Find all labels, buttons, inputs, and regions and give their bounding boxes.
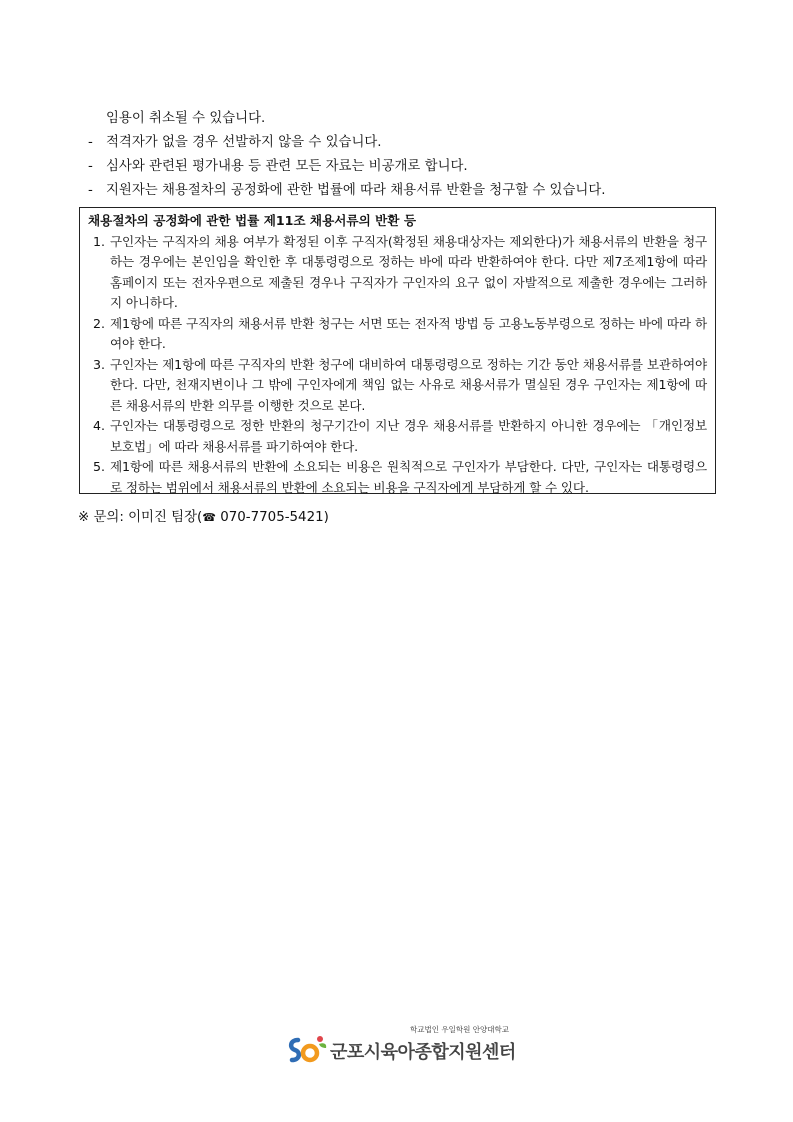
bullet-dash: - xyxy=(88,159,93,174)
continuation-line: 임용이 취소될 수 있습니다. xyxy=(106,111,266,126)
clause-text: 제1항에 따른 채용서류의 반환에 소요되는 비용은 원칙적으로 구인자가 부담한다. 다만, 구인자는 대통령령으로 정하는 범위에서 채용서류의 반환에 소요되는 비용을 구직자에게 부담하게 할 수 있다. xyxy=(110,459,707,495)
clause-number: 3. xyxy=(93,356,106,372)
gunpo-childcare-logo-icon xyxy=(286,1034,330,1066)
clause-number: 2. xyxy=(93,315,106,331)
law-box-title: 채용절차의 공정화에 관한 법률 제11조 채용서류의 반환 등 xyxy=(88,213,417,228)
contact-prefix: ※ 문의: 이미진 팀장( xyxy=(78,510,203,525)
note-text: 지원자는 채용절차의 공정화에 관한 법률에 따라 채용서류 반환을 청구할 수 있습니다. xyxy=(106,183,606,198)
law-clause xyxy=(88,355,707,417)
clause-text: 구인자는 구직자의 채용 여부가 확정된 이후 구직자(확정된 채용대상자는 제외한다)가 채용서류의 반환을 청구하는 경우에는 본인임을 확인한 후 대통령령으로 정하는 바에 따라 반환하여야 한다. 다만 제7조제1항에 따라 홈페이지 또는 전자우편으로 제출된 경우나 구직자가 구인자의 요구 없이 자발적으로 제출한 경우에는 그러하지 아니하다. xyxy=(110,233,707,310)
note-item xyxy=(88,179,606,203)
org-subtitle: 학교법인 우일학원 안양대학교 xyxy=(410,1025,509,1034)
phone-icon: ☎ xyxy=(202,511,216,524)
contact-number: 070-7705-5421) xyxy=(215,510,329,525)
clause-text: 구인자는 대통령령으로 정한 반환의 청구기간이 지난 경우 채용서류를 반환하지 아니한 경우에는 「개인정보 보호법」에 따라 채용서류를 파기하여야 한다. xyxy=(110,418,707,454)
bullet-dash: - xyxy=(88,135,93,150)
note-item xyxy=(88,155,606,179)
law-excerpt-box xyxy=(79,207,716,494)
org-name: 군포시육아종합지원센터 xyxy=(330,1042,516,1063)
law-clause xyxy=(88,416,707,457)
notes-list xyxy=(88,131,606,203)
law-clause xyxy=(88,457,707,498)
clause-number: 1. xyxy=(93,233,106,249)
law-clause-list xyxy=(88,232,707,499)
law-clause xyxy=(88,232,707,314)
note-text: 심사와 관련된 평가내용 등 관련 모든 자료는 비공개로 합니다. xyxy=(106,159,468,174)
footer-logo xyxy=(286,1024,526,1066)
bullet-dash: - xyxy=(88,183,93,198)
note-item xyxy=(88,131,606,155)
clause-number: 5. xyxy=(93,459,106,474)
clause-number: 4. xyxy=(93,418,106,433)
contact-line xyxy=(78,506,329,525)
law-clause xyxy=(88,314,707,355)
note-text: 적격자가 없을 경우 선발하지 않을 수 있습니다. xyxy=(106,135,382,150)
clause-text: 구인자는 제1항에 따른 구직자의 반환 청구에 대비하여 대통령령으로 정하는 기간 동안 채용서류를 보관하여야 한다. 다만, 천재지변이나 그 밖에 구인자에게 책임 없는 사유로 채용서류가 멸실된 경우 구인자는 제1항에 따른 채용서류의 반환 의무를 이행한 것으로 본다. xyxy=(110,356,707,413)
clause-text: 제1항에 따른 구직자의 채용서류 반환 청구는 서면 또는 전자적 방법 등 고용노동부령으로 정하는 바에 따라 하여야 한다. xyxy=(110,315,707,351)
